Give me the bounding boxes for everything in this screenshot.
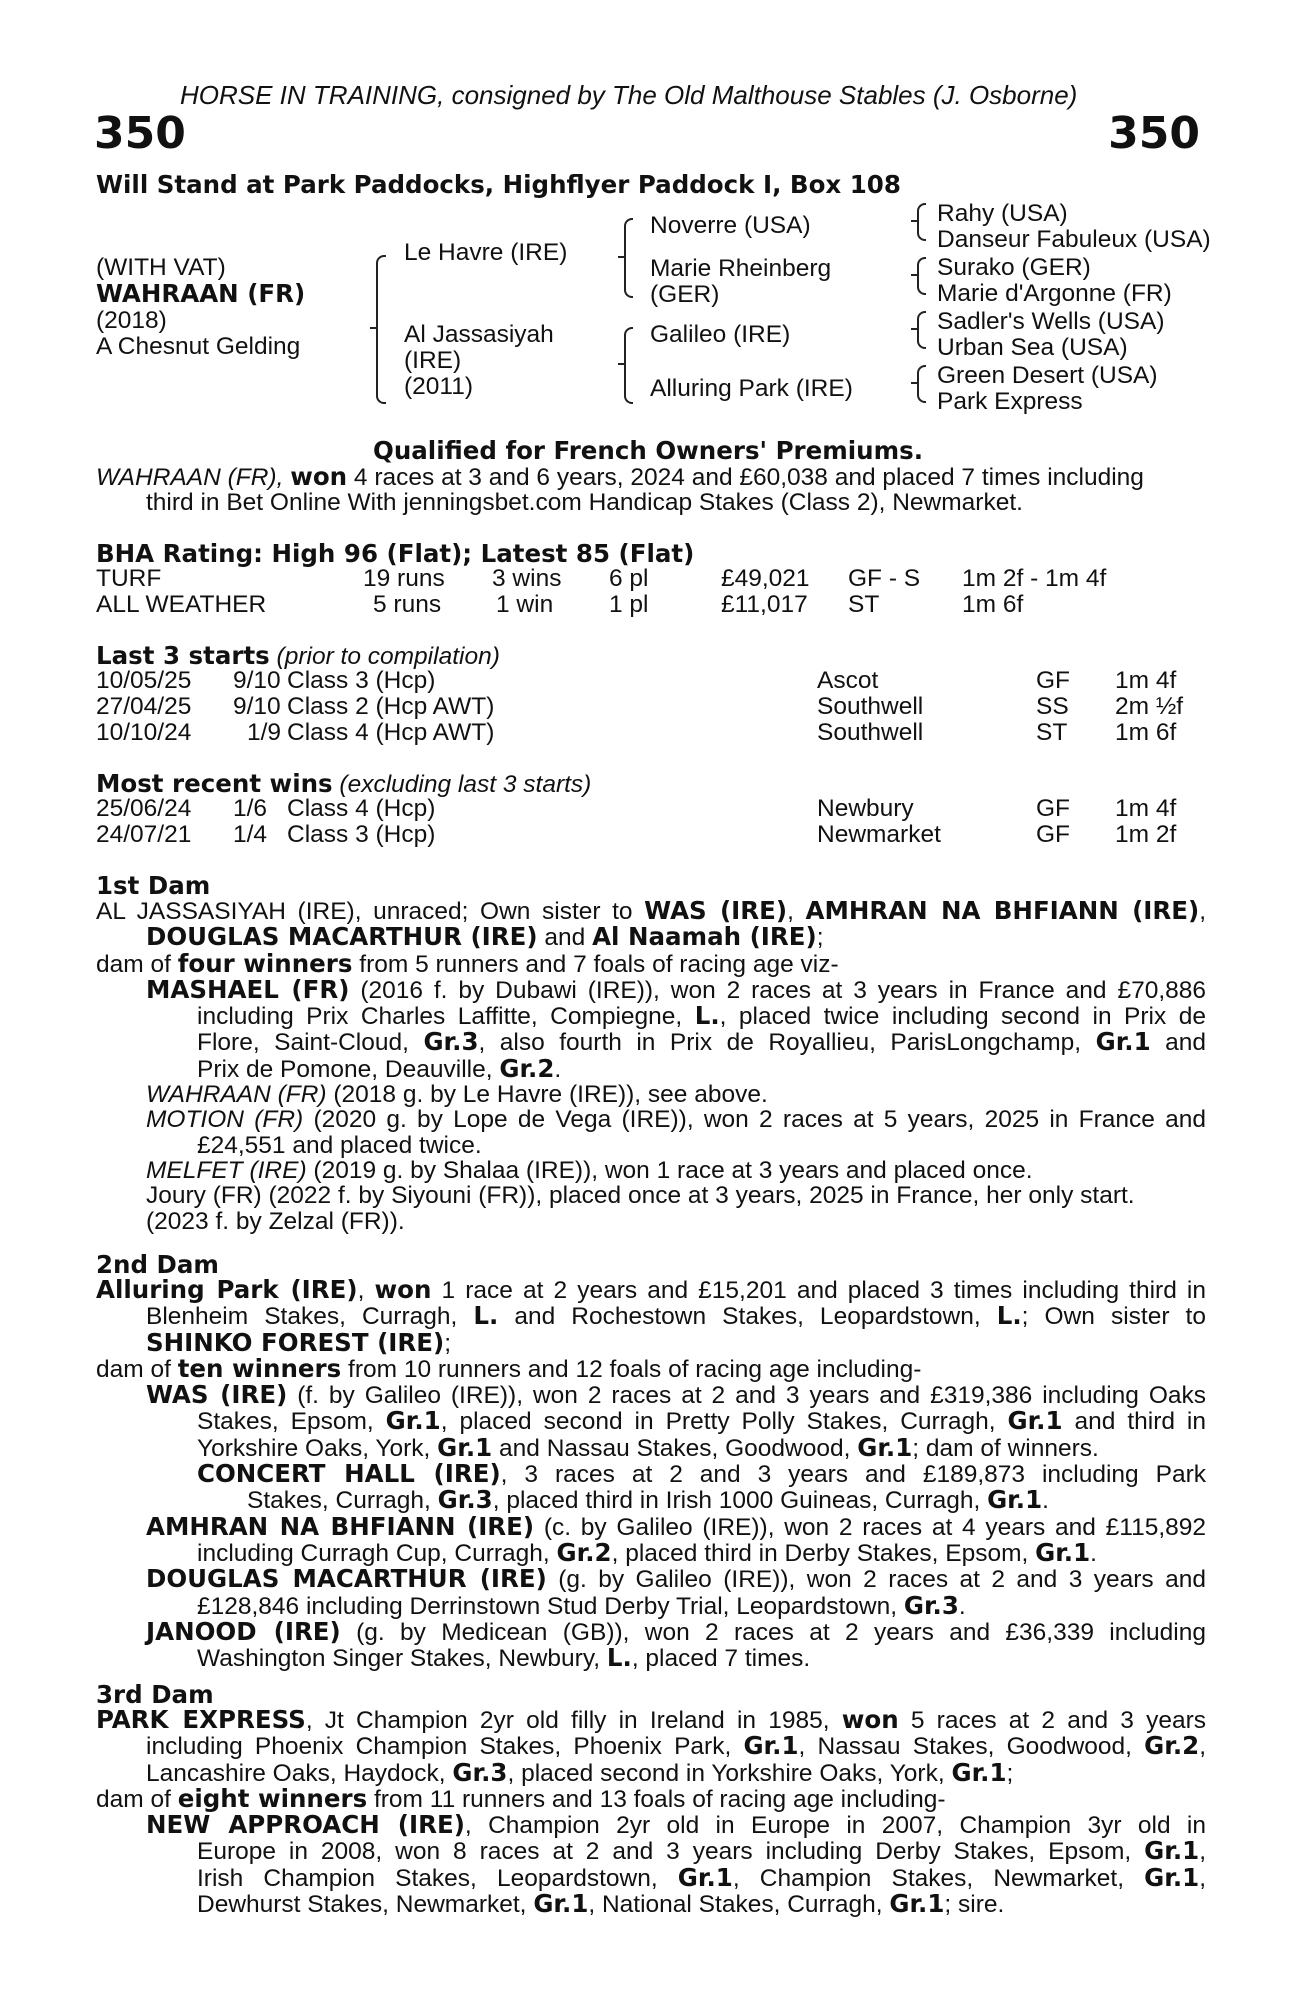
brace-g3-4 — [917, 365, 926, 403]
brace-gen1-tip — [370, 327, 376, 329]
dam2-progeny-concert-hall: CONCERT HALL (IRE), 3 races at 2 and 3 years and £189,873 including Park — [197, 1459, 1206, 1489]
dam1-progeny-wahraan: WAHRAAN (FR) (2018 g. by Le Havre (IRE)), see above. — [146, 1081, 768, 1109]
pedigree-sire-dam-line1: Marie Rheinberg — [650, 255, 832, 282]
vat-label: (WITH VAT) — [96, 254, 226, 281]
brace-dam — [624, 327, 633, 404]
dam3-heading: 3rd Dam — [96, 1680, 214, 1709]
lot-number-right: 350 — [1108, 108, 1200, 159]
pedigree-dam-line3: (2011) — [404, 373, 474, 400]
dam2-progeny-amhran: AMHRAN NA BHFIANN (IRE) (c. by Galileo (IRE)), won 2 races at 4 years and £115,892 — [146, 1511, 1207, 1541]
dam2-line: Alluring Park (IRE), won 1 race at 2 years and £15,201 and placed 3 times including third in — [96, 1275, 1206, 1304]
dam2-progeny-janood: JANOOD (IRE) (g. by Medicean (GB)), won 2 races at 2 years and £36,339 including — [146, 1616, 1207, 1646]
pedigree-dds: Green Desert (USA) — [937, 362, 1158, 389]
brace-g3-3-tip — [911, 328, 917, 330]
dam2-progeny-janood: Washington Singer Stakes, Newbury, L., placed 7 times. — [197, 1643, 811, 1673]
brace-g3-3 — [917, 311, 926, 349]
dam2-line: SHINKO FOREST (IRE); — [146, 1327, 451, 1357]
rating-heading: BHA Rating: High 96 (Flat); Latest 85 (Flat) — [96, 539, 695, 568]
pedigree-sire: Le Havre (IRE) — [404, 239, 568, 266]
horse-name: WAHRAAN (FR) — [96, 279, 306, 308]
pedigree-sire-dam-line2: (GER) — [650, 281, 720, 308]
dam1-heading: 1st Dam — [96, 871, 211, 900]
dam2-line: dam of ten winners from 10 runners and 12 foals of racing age including- — [96, 1353, 922, 1383]
dam3-text — [96, 1707, 1206, 1917]
dam1-line: AL JASSASIYAH (IRE), unraced; Own sister to WAS (IRE), AMHRAN NA BHFIANN (IRE), — [96, 896, 1206, 925]
pedigree-dam-dam: Alluring Park (IRE) — [650, 375, 853, 402]
summary-line1: WAHRAAN (FR), won 4 races at 3 and 6 years, 2024 and £60,038 and placed 7 times including — [96, 462, 1144, 491]
location-line: Will Stand at Park Paddocks, Highflyer Paddock I, Box 108 — [96, 170, 901, 199]
brace-g3-1-tip — [911, 220, 917, 222]
dam2-progeny-amhran: including Curragh Cup, Curragh, Gr.2, placed third in Derby Stakes, Epsom, Gr.1. — [197, 1537, 1097, 1567]
dam1-progeny-2023: (2023 f. by Zelzal (FR)). — [146, 1207, 405, 1235]
dam2-progeny-was: Stakes, Epsom, Gr.1, placed second in Pretty Polly Stakes, Curragh, Gr.1 and third in — [197, 1406, 1206, 1436]
dam3-progeny-new-approach: NEW APPROACH (IRE), Champion 2yr old in Europe in 2007, Champion 3yr old in — [146, 1810, 1206, 1840]
dam3-line: dam of eight winners from 11 runners and 13 foals of racing age including- — [96, 1783, 946, 1813]
dam1-progeny-mashael: including Prix Charles Laffitte, Compiegne, L., placed twice including second in Prix de — [197, 1001, 1206, 1031]
dam2-heading: 2nd Dam — [96, 1250, 219, 1279]
dam1-text — [96, 898, 1206, 1234]
dam1-progeny-mashael: Prix de Pomone, Deauville, Gr.2. — [197, 1053, 562, 1083]
brace-g3-2-tip — [911, 274, 917, 276]
dam1-progeny-melfet: MELFET (IRE) (2019 g. by Shalaa (IRE)), won 1 race at 3 years and placed once. — [146, 1156, 1033, 1184]
dam1-progeny-motion: £24,551 and placed twice. — [197, 1131, 482, 1159]
dam2-progeny-was: WAS (IRE) (f. by Galileo (IRE)), won 2 races at 2 and 3 years and £319,386 including Oaks — [146, 1380, 1207, 1410]
brace-sire-tip — [618, 256, 624, 258]
dam1-progeny-mashael: MASHAEL (FR) (2016 f. by Dubawi (IRE)), won 2 races at 3 years in France and £70,886 — [146, 974, 1207, 1004]
pedigree-dss: Sadler's Wells (USA) — [937, 308, 1165, 335]
dam1-line: dam of four winners from 5 runners and 7 foals of racing age viz- — [96, 948, 839, 978]
dam2-line: Blenheim Stakes, Curragh, L. and Rochestown Stakes, Leopardstown, L.; Own sister to — [146, 1301, 1206, 1331]
dam1-progeny-mashael: Flore, Saint-Cloud, Gr.3, also fourth in Prix de Royallieu, ParisLongchamp, Gr.1 and — [197, 1027, 1207, 1057]
dam1-progeny-joury: Joury (FR) (2022 f. by Siyouni (FR)), placed once at 3 years, 2025 in France, her only start. — [146, 1182, 1135, 1210]
race-summary — [96, 464, 1206, 516]
brace-g3-1 — [917, 203, 926, 241]
dam3-line: including Phoenix Champion Stakes, Phoenix Park, Gr.1, Nassau Stakes, Goodwood, Gr.2, — [146, 1731, 1206, 1761]
brace-sire — [624, 218, 633, 298]
summary-line2: third in Bet Online With jenningsbet.com Handicap Stakes (Class 2), Newmarket. — [146, 489, 1023, 517]
pedigree-dsd: Urban Sea (USA) — [937, 334, 1128, 361]
brace-g3-4-tip — [911, 382, 917, 384]
pedigree-dam-sire: Galileo (IRE) — [650, 321, 791, 348]
premiums-note: Qualified for French Owners' Premiums. — [373, 436, 924, 465]
pedigree-sds: Surako (GER) — [937, 254, 1091, 281]
pedigree-sdd: Marie d'Argonne (FR) — [937, 280, 1172, 307]
pedigree-sire-sire: Noverre (USA) — [650, 212, 811, 239]
dam3-progeny-new-approach: Irish Champion Stakes, Leopardstown, Gr.1, Champion Stakes, Newmarket, Gr.1, — [197, 1862, 1206, 1892]
dam1-progeny-motion: MOTION (FR) (2020 g. by Lope de Vega (IRE)), won 2 races at 5 years, 2025 in France and — [146, 1106, 1207, 1134]
horse-year: (2018) — [96, 307, 167, 334]
pedigree-ssd: Danseur Fabuleux (USA) — [937, 226, 1211, 253]
pedigree-dam-line2: (IRE) — [404, 347, 462, 374]
recent-wins-heading: Most recent wins (excluding last 3 starts) — [96, 769, 592, 798]
last3-heading: Last 3 starts (prior to compilation) — [96, 641, 500, 670]
dam3-progeny-new-approach: Europe in 2008, won 8 races at 2 and 3 years including Derby Stakes, Epsom, Gr.1, — [197, 1836, 1206, 1866]
dam2-progeny-concert-hall: Stakes, Curragh, Gr.3, placed third in Irish 1000 Guineas, Curragh, Gr.1. — [247, 1485, 1049, 1515]
dam3-line: PARK EXPRESS, Jt Champion 2yr old filly in Ireland in 1985, won 5 races at 2 and 3 years — [96, 1705, 1206, 1734]
brace-dam-tip — [618, 363, 624, 365]
pedigree-sss: Rahy (USA) — [937, 200, 1068, 227]
dam2-progeny-was: Yorkshire Oaks, York, Gr.1 and Nassau Stakes, Goodwood, Gr.1; dam of winners. — [197, 1432, 1099, 1462]
dam1-line: DOUGLAS MACARTHUR (IRE) and Al Naamah (IRE); — [146, 922, 824, 952]
brace-gen1 — [376, 255, 386, 404]
pedigree-dam-line1: Al Jassasiyah — [404, 321, 554, 348]
dam2-text — [96, 1277, 1206, 1671]
horse-description: A Chesnut Gelding — [96, 333, 301, 360]
consignment-line: HORSE IN TRAINING, consigned by The Old Malthouse Stables (J. Osborne) — [180, 80, 1078, 110]
dam3-line: Lancashire Oaks, Haydock, Gr.3, placed second in Yorkshire Oaks, York, Gr.1; — [146, 1757, 1014, 1787]
brace-g3-2 — [917, 257, 926, 295]
dam2-progeny-douglas: £128,846 including Derrinstown Stud Derby Trial, Leopardstown, Gr.3. — [197, 1590, 966, 1620]
dam3-progeny-new-approach: Dewhurst Stakes, Newmarket, Gr.1, National Stakes, Curragh, Gr.1; sire. — [197, 1889, 1005, 1919]
lot-number-left: 350 — [94, 108, 186, 159]
pedigree-ddd: Park Express — [937, 388, 1083, 415]
catalogue-page: HORSE IN TRAINING, consigned by The Old Malthouse Stables (J. Osborne) 350 350 Will Stand at Park Paddocks, Highflyer Paddock I, Box 108 (WITH VAT) WAHRAAN (FR) (2018) A Chesnut Gelding Le Havre (IRE) Al Jassasiyah (IRE) (2011) Noverre (USA) Marie Rheinberg (GER) Galileo (IRE) Alluring Park (IRE) Rahy (USA) Danseur Fabuleux (USA) Surako (GER) Marie d'Argonne (FR) Sadler's Wells (USA) Urban Sea (USA) Green Desert (USA) Park Express Qualified for French Owners' Premiums. WAHRAAN (FR), won 4 races at 3 and 6 years, 2024 and £60,038 and placed 7 times including third in Bet Online With jenningsbet.com Handicap Stakes (Class 2), Newmarket. BHA Rating: High 96 (Flat); Latest 85 (Flat) TURF 19 runs 3 wins 6 pl £49,021 GF - S 1m 2f - 1m 4f ALL WEATHER 5 runs 1 win 1 pl £11,017 ST 1m 6f Last 3 starts (prior to compilation) 10/05/25 9/10 Class 3 (Hcp) Ascot GF 1m 4f 27/04/25 9/10 Class 2 (Hcp AWT) Southwell SS 2m ½f 10/10/24 1/9 Class 4 (Hcp AWT) Southwell ST 1m 6f Most recent wins (excluding last 3 starts) 25/06/24 1/6 Class 4 (Hcp) Newbury GF 1m 4f 24/07/21 1/4 Class 3 (Hcp) Newmarket GF 1m 2f 1st Dam AL JASSASIYAH (IRE), unraced; Own sister to WAS (IRE), AMHRAN NA BHFIANN (IRE), DOUGLAS MACARTHUR (IRE) and Al Naamah (IRE); dam of four winners from 5 runners and 7 foals of racing age viz- MASHAEL (FR) (2016 f. by Dubawi (IRE)), won 2 races at 3 years in France and £70,886 including Prix Charles Laffitte, Compiegne, L., placed twice including second in Prix de Flore, Saint-Cloud, Gr.3, also fourth in Prix de Royallieu, ParisLongchamp, Gr.1 and Prix de Pomone, Deauville, Gr.2. WAHRAAN (FR) (2018 g. by Le Havre (IRE)), see above. MOTION (FR) (2020 g. by Lope de Vega (IRE)), won 2 races at 5 years, 2025 in France and £24,551 and placed twice. MELFET (IRE) (2019 g. by Shalaa (IRE)), won 1 race at 3 years and placed once. Joury (FR) (2022 f. by Siyouni (FR)), placed once at 3 years, 2025 in France, her only start. (2023 f. by Zelzal (FR)). 2nd Dam Alluring Park (IRE), won 1 race at 2 years and £15,201 and placed 3 times including third in Blenheim Stakes, Curragh, L. and Rochestown Stakes, Leopardstown, L.; Own sister to SHINKO FOREST (IRE); dam of ten winners from 10 runners and 12 foals of racing age including- WAS (IRE) (f. by Galileo (IRE)), won 2 races at 2 and 3 years and £319,386 including Oaks Stakes, Epsom, Gr.1, placed second in Pretty Polly Stakes, Curragh, Gr.1 and third in Yorkshire Oaks, York, Gr.1 and Nassau Stakes, Goodwood, Gr.1; dam of winners. CONCERT HALL (IRE), 3 races at 2 and 3 years and £189,873 including Park Stakes, Curragh, Gr.3, placed third in Irish 1000 Guineas, Curragh, Gr.1. AMHRAN NA BHFIANN (IRE) (c. by Galileo (IRE)), won 2 races at 4 years and £115,892 including Curragh Cup, Curragh, Gr.2, placed third in Derby Stakes, Epsom, Gr.1. DOUGLAS MACARTHUR (IRE) (g. by Galileo (IRE)), won 2 races at 2 and 3 years and £128,846 including Derrinstown Stud Derby Trial, Leopardstown, Gr.3. JANOOD (IRE) (g. by Medicean (GB)), won 2 races at 2 years and £36,339 including Washington Singer Stakes, Newbury, L., placed 7 times. 3rd Dam PARK EXPRESS, Jt Champion 2yr old filly in Ireland in 1985, won 5 races at 2 and 3 years including Phoenix Champion Stakes, Phoenix Park, Gr.1, Nassau Stakes, Goodwood, Gr.2, Lancashire Oaks, Haydock, Gr.3, placed second in Yorkshire Oaks, York, Gr.1; dam of eight winners from 11 runners and 13 foals of racing age including- NEW APPROACH (IRE), Champion 2yr old in Europe in 2007, Champion 3yr old in Europe in 2008, won 8 races at 2 and 3 years including Derby Stakes, Epsom, Gr.1, Irish Champion Stakes, Leopardstown, Gr.1, Champion Stakes, Newmarket, Gr.1, Dewhurst Stakes, Newmarket, Gr.1, National Stakes, Curragh, Gr.1; sire. — [94, 80, 1211, 1919]
dam2-progeny-douglas: DOUGLAS MACARTHUR (IRE) (g. by Galileo (IRE)), won 2 races at 2 and 3 years and — [146, 1564, 1206, 1594]
